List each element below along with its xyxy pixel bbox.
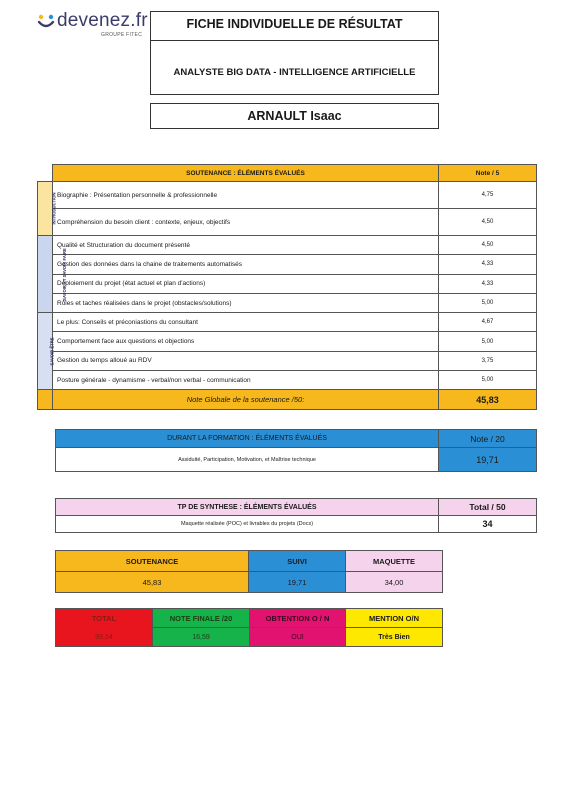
title-box	[150, 11, 439, 95]
final-value-note: 16,59	[153, 628, 250, 647]
summary-header-maquette: MAQUETTE	[346, 551, 443, 572]
table-row	[38, 236, 537, 255]
tp-header: TP DE SYNTHESE : ÉLÉMENTS ÉVALUÉS	[56, 499, 439, 516]
final-header-obtention: OBTENTION O / N	[250, 609, 346, 628]
table-row	[38, 293, 537, 312]
logo-group-text: GROUPE FITEC	[101, 32, 143, 38]
soutenance-header-row	[38, 165, 537, 182]
header-spacer	[38, 165, 53, 182]
total-spacer	[38, 390, 53, 410]
soutenance-total-value: 45,83	[439, 390, 537, 410]
table-row	[38, 332, 537, 351]
candidate-name: ARNAULT Isaac	[150, 103, 439, 129]
criterion-note: 4,33	[439, 255, 537, 274]
formation-value: 19,71	[439, 448, 537, 472]
criterion-note: 4,50	[439, 209, 537, 236]
table-row	[38, 274, 537, 293]
tp-criteria: Maquette réalisée (POC) et livrables du projets (Docs)	[56, 516, 439, 533]
summary-value-suivi: 19,71	[249, 572, 346, 593]
summary-header-suivi: SUIVI	[249, 551, 346, 572]
soutenance-note-header: Note / 5	[439, 165, 537, 182]
table-row	[38, 351, 537, 370]
table-row	[38, 255, 537, 274]
criterion-label: Comportement face aux questions et objections	[53, 332, 439, 351]
table-row	[38, 209, 537, 236]
table-row	[38, 182, 537, 209]
table-row	[38, 371, 537, 390]
summary-header-soutenance: SOUTENANCE	[56, 551, 249, 572]
final-value-mention: Très Bien	[346, 628, 443, 647]
criterion-label: Gestion du temps alloué au RDV	[53, 351, 439, 370]
formation-table	[55, 429, 537, 472]
category-introduction: INTRODUCTION	[38, 182, 53, 236]
summary-value-soutenance: 45,83	[56, 572, 249, 593]
logo-brand-text: devenez.fr	[57, 10, 148, 31]
criterion-label: Posture générale - dynamisme - verbal/non verbal - communication	[53, 371, 439, 390]
criterion-label: Compréhension du besoin client : contexte, enjeux, objectifs	[53, 209, 439, 236]
criterion-label: Qualité et Structuration du document présenté	[53, 236, 439, 255]
tp-value: 34	[439, 516, 537, 533]
final-result-table	[55, 608, 443, 647]
criterion-note: 4,75	[439, 182, 537, 209]
criterion-note: 4,33	[439, 274, 537, 293]
document-title: FICHE INDIVIDUELLE DE RÉSULTAT	[186, 17, 403, 31]
devenez-logo	[37, 10, 147, 40]
formation-criteria: Assiduité, Participation, Motivation, et Maîtrise technique	[56, 448, 439, 472]
title-divider	[151, 40, 438, 41]
criterion-note: 3,75	[439, 351, 537, 370]
soutenance-header: SOUTENANCE : ÉLÉMENTS ÉVALUÉS	[53, 165, 439, 182]
criterion-note: 4,50	[439, 236, 537, 255]
final-header-note: NOTE FINALE /20	[153, 609, 250, 628]
tp-synthese-table	[55, 498, 537, 533]
tp-note-header: Total / 50	[439, 499, 537, 516]
criterion-label: Rôles et taches réalisées dans le projet (obstacles/solutions)	[53, 293, 439, 312]
category-savoir-etre: SAVOIR ÊTRE	[38, 313, 53, 390]
final-header-mention: MENTION O/N	[346, 609, 443, 628]
criterion-note: 5,00	[439, 332, 537, 351]
summary-table	[55, 550, 443, 593]
criterion-note: 5,00	[439, 293, 537, 312]
logo-mark-icon	[37, 12, 55, 30]
soutenance-table	[37, 164, 537, 410]
soutenance-total-row	[38, 390, 537, 410]
criterion-label: Biographie : Présentation personnelle & professionnelle	[53, 182, 439, 209]
criterion-note: 4,67	[439, 313, 537, 332]
criterion-label: Gestion des données dans la chaine de traitements automatisés	[53, 255, 439, 274]
soutenance-total-label: Note Globale de la soutenance /50:	[53, 390, 439, 410]
category-savoir-faire: SAVOIR ET SAVOIR FAIRE	[38, 236, 53, 313]
final-value-total: 99,54	[56, 628, 153, 647]
final-value-obtention: OUI	[250, 628, 346, 647]
formation-header: DURANT LA FORMATION : ÉLÉMENTS ÉVALUÉS	[56, 430, 439, 448]
criterion-label: Déploiement du projet (état actuel et plan d'actions)	[53, 274, 439, 293]
final-header-total: TOTAL	[56, 609, 153, 628]
formation-note-header: Note / 20	[439, 430, 537, 448]
training-title: ANALYSTE BIG DATA - INTELLIGENCE ARTIFICIELLE	[173, 67, 416, 78]
summary-value-maquette: 34,00	[346, 572, 443, 593]
criterion-label: Le plus: Conseils et préconiastions du consultant	[53, 313, 439, 332]
table-row	[38, 313, 537, 332]
criterion-note: 5,00	[439, 371, 537, 390]
